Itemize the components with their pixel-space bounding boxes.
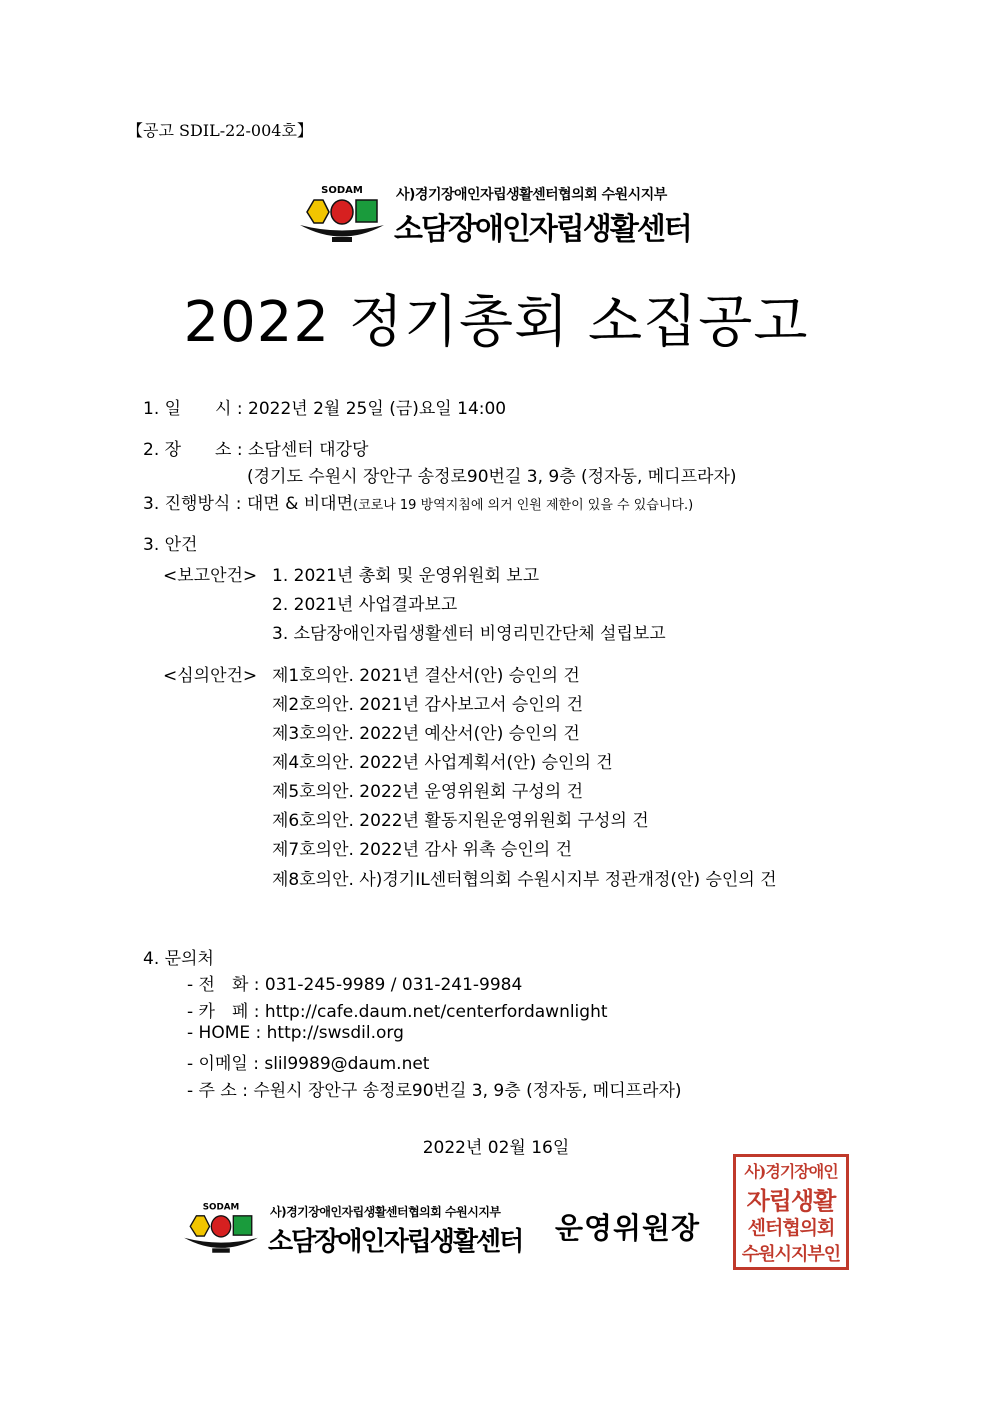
logo-center-name: 소담장애인자립생활센터: [268, 1227, 523, 1257]
deliberation-label: <심의안건>: [163, 666, 258, 686]
logo-brand-text: SODAM: [321, 185, 363, 196]
notice-number: 【공고 SDIL-22-004호】: [127, 121, 313, 140]
seal-line: 센터협의회: [747, 1217, 835, 1239]
issue-date: 2022년 02월 16일: [422, 1138, 570, 1158]
signer-role: 운영위원장: [555, 1211, 701, 1245]
method-label: 3. 진행방식 : 대면 & 비대면: [143, 494, 354, 514]
contact-phone: - 전 화 : 031-245-9989 / 031-241-9984: [187, 975, 523, 995]
report-item: 2. 2021년 사업결과보고: [272, 595, 458, 615]
address-line: (경기도 수원시 장안구 송정로90번길 3, 9층 (정자동, 메디프라자): [247, 467, 737, 487]
footer-logo: [182, 1200, 542, 1260]
deliberation-item: 제1호의안. 2021년 결산서(안) 승인의 건: [272, 666, 580, 686]
date-line: 1. 일 시 : 2022년 2월 25일 (금)요일 14:00: [143, 399, 507, 419]
contact-email: - 이메일 : slil9989@daum.net: [187, 1054, 430, 1074]
logo-org-line: 사)경기장애인자립생활센터협의회 수원시지부: [270, 1205, 501, 1219]
header-logo: [298, 182, 698, 248]
deliberation-item: 제6호의안. 2022년 활동지원운영위원회 구성의 건: [272, 811, 649, 831]
deliberation-item: 제7호의안. 2022년 감사 위촉 승인의 건: [272, 840, 572, 860]
contact-cafe: - 카 페 : http://cafe.daum.net/centerfordawnlight: [187, 1002, 608, 1022]
deliberation-item: 제4호의안. 2022년 사업계획서(안) 승인의 건: [272, 753, 613, 773]
report-item: 3. 소담장애인자립생활센터 비영리민간단체 설립보고: [272, 624, 666, 644]
logo-org-line: 사)경기장애인자립생활센터협의회 수원시지부: [396, 187, 667, 203]
report-label: <보고안건>: [163, 566, 258, 586]
contact-address: - 주 소 : 수원시 장안구 송정로90번길 3, 9층 (정자동, 메디프라자): [187, 1081, 682, 1101]
seal-line: 사)경기장애인: [744, 1162, 838, 1181]
seal-line: 자립생활: [746, 1186, 836, 1215]
logo-brand-text: SODAM: [202, 1202, 240, 1213]
deliberation-item: 제3호의안. 2022년 예산서(안) 승인의 건: [272, 724, 580, 744]
logo-center-name: 소담장애인자립생활센터: [394, 212, 691, 247]
method-line: [143, 489, 693, 514]
seal-line: 수원시지부인: [741, 1244, 841, 1265]
deliberation-item: 제2호의안. 2021년 감사보고서 승인의 건: [272, 695, 584, 715]
deliberation-item: 제8호의안. 사)경기IL센터협의회 수원시지부 정관개정(안) 승인의 건: [272, 870, 777, 890]
official-seal: [733, 1154, 849, 1270]
contact-heading: 4. 문의처: [143, 949, 214, 969]
sodam-logo-icon: [298, 182, 386, 248]
page-title: 2022 정기총회 소집공고: [183, 290, 809, 355]
place-line: 2. 장 소 : 소담센터 대강당: [143, 440, 369, 460]
report-item: 1. 2021년 총회 및 운영위원회 보고: [272, 566, 540, 586]
agenda-heading: 3. 안건: [143, 535, 198, 555]
method-note: (코로나 19 방역지침에 의거 인원 제한이 있을 수 있습니다.): [353, 498, 694, 513]
sodam-logo-icon: [182, 1200, 260, 1258]
contact-home: - HOME : http://swsdil.org: [187, 1023, 404, 1043]
deliberation-item: 제5호의안. 2022년 운영위원회 구성의 건: [272, 782, 584, 802]
